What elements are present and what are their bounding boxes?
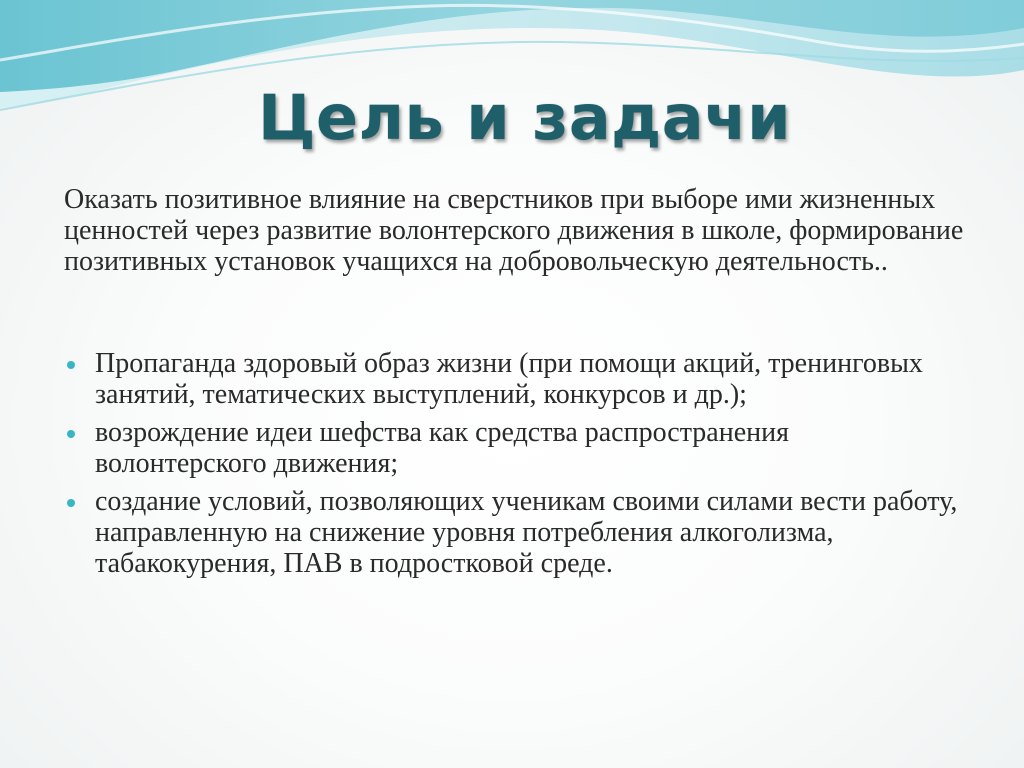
bullet-icon bbox=[67, 361, 75, 369]
list-item bbox=[64, 486, 964, 579]
list-item bbox=[64, 417, 964, 479]
slide-title: Цель и задачи bbox=[258, 81, 792, 154]
goal-paragraph: Оказать позитивное влияние на сверстников при выборе ими жизненных ценностей через развитие волонтерского движения в школе, формирование позитивных установок учащихся на добровольческую деятельность.. bbox=[64, 184, 964, 277]
bullet-icon bbox=[67, 430, 75, 438]
list-item-text: создание условий, позволяющих ученикам своими силами вести работу, направленную на снижение уровня потребления алкоголизма, табакокурения, ПАВ в подростковой среде. bbox=[95, 486, 958, 579]
list-item bbox=[64, 348, 964, 410]
tasks-list bbox=[64, 348, 964, 586]
list-item-text: Пропаганда здоровый образ жизни (при помощи акций, тренинговых занятий, тематических выступлений, конкурсов и др.); bbox=[95, 348, 923, 410]
bullet-icon bbox=[67, 499, 75, 507]
list-item-text: возрождение идеи шефства как средства распространения волонтерского движения; bbox=[95, 417, 789, 479]
